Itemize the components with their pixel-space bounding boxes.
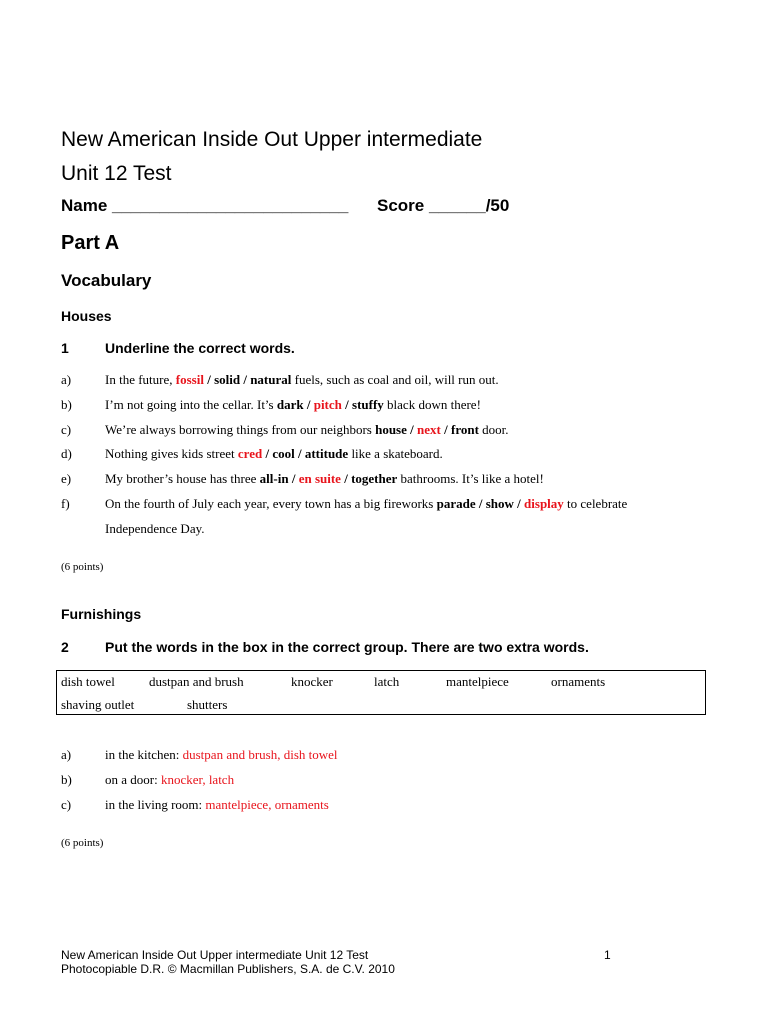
unit-title: Unit 12 Test xyxy=(61,162,172,185)
item-sentence: In the future, fossil / solid / natural fuels, such as coal and oil, will run out. xyxy=(105,372,499,387)
answer-letter: c) xyxy=(61,797,72,812)
box-word: ornaments xyxy=(551,674,606,689)
score-field: Score ______/50 xyxy=(377,196,510,215)
option-word: front xyxy=(450,422,479,437)
answer-line: on a door: knocker, latch xyxy=(105,772,235,787)
footer-copyright: Photocopiable D.R. © Macmillan Publishers, S.A. de C.V. 2010 xyxy=(61,962,395,976)
item-sentence-continuation: Independence Day. xyxy=(105,521,205,536)
option-word: stuffy xyxy=(352,397,384,412)
answer-line: in the kitchen: dustpan and brush, dish towel xyxy=(105,747,338,762)
answer-line: in the living room: mantelpiece, ornaments xyxy=(105,797,329,812)
page-number: 1 xyxy=(604,948,611,962)
option-word: en suite xyxy=(298,471,341,486)
option-word: dark xyxy=(276,397,304,412)
points-note: (6 points) xyxy=(61,561,104,573)
item-sentence: I’m not going into the cellar. It’s dark / pitch / stuffy black down there! xyxy=(105,397,481,412)
option-word: all-in xyxy=(259,471,289,486)
item-sentence: We’re always borrowing things from our neighbors house / next / front door. xyxy=(105,422,509,437)
item-letter: d) xyxy=(61,446,72,461)
item-letter: e) xyxy=(61,471,72,486)
houses-heading: Houses xyxy=(61,308,112,324)
option-word: together xyxy=(351,471,398,486)
option-word: next xyxy=(417,422,441,437)
section-heading: Vocabulary xyxy=(61,271,152,290)
box-word: dustpan and brush xyxy=(149,674,244,689)
option-word: solid xyxy=(214,372,241,387)
option-word: house xyxy=(375,422,407,437)
doc-title: New American Inside Out Upper intermediate xyxy=(61,128,483,151)
item-letter: a) xyxy=(61,372,72,387)
option-word: cred xyxy=(237,446,263,461)
item-sentence: Nothing gives kids street cred / cool / attitude like a skateboard. xyxy=(105,446,443,461)
box-word: mantelpiece xyxy=(446,674,509,689)
question-1-instruction: Underline the correct words. xyxy=(105,340,295,356)
option-word: show xyxy=(485,496,514,511)
name-field: Name _________________________ xyxy=(61,196,349,215)
option-word: parade xyxy=(436,496,476,511)
item-sentence: On the fourth of July each year, every town has a big fireworks parade / show / display to celebrate xyxy=(105,496,628,511)
answer-text: dustpan and brush, dish towel xyxy=(182,747,338,762)
box-word: latch xyxy=(374,674,400,689)
points-note: (6 points) xyxy=(61,837,104,849)
furnishings-heading: Furnishings xyxy=(61,606,142,622)
option-word: pitch xyxy=(313,397,342,412)
box-word: shaving outlet xyxy=(61,697,135,712)
footer-title: New American Inside Out Upper intermediate Unit 12 Test xyxy=(61,948,369,962)
item-letter: c) xyxy=(61,422,72,437)
question-2-instruction: Put the words in the box in the correct group. There are two extra words. xyxy=(105,639,589,655)
item-letter: b) xyxy=(61,397,72,412)
answer-letter: b) xyxy=(61,772,72,787)
question-2-number: 2 xyxy=(61,639,69,655)
option-word: display xyxy=(524,496,564,511)
option-word: natural xyxy=(250,372,292,387)
answer-text: knocker, latch xyxy=(160,772,235,787)
answer-text: mantelpiece, ornaments xyxy=(205,797,329,812)
item-sentence: My brother’s house has three all-in / en suite / together bathrooms. It’s like a hotel! xyxy=(105,471,544,486)
box-word: dish towel xyxy=(61,674,115,689)
box-word: shutters xyxy=(187,697,228,712)
option-word: cool xyxy=(272,446,295,461)
box-word: knocker xyxy=(291,674,333,689)
part-heading: Part A xyxy=(61,232,120,254)
item-letter: f) xyxy=(61,496,70,511)
question-1-number: 1 xyxy=(61,340,69,356)
option-word: attitude xyxy=(304,446,349,461)
answer-letter: a) xyxy=(61,747,72,762)
option-word: fossil xyxy=(175,372,204,387)
